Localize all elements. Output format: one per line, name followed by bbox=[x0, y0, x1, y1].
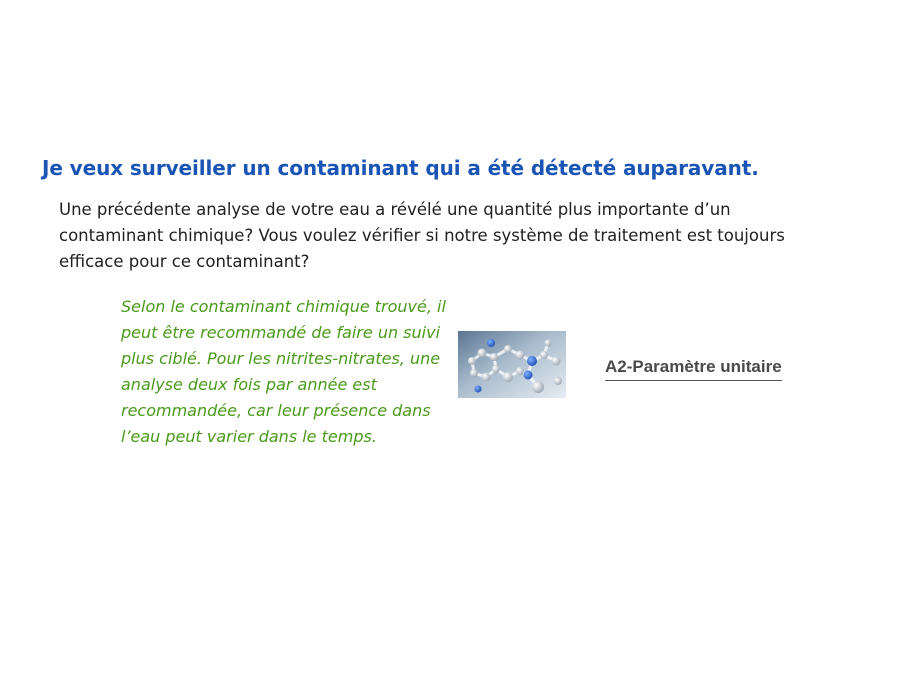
molecule-image bbox=[458, 331, 566, 398]
section-heading: Je veux surveiller un contaminant qui a été détecté auparavant. bbox=[42, 156, 759, 180]
recommendation-note: Selon le contaminant chimique trouvé, il peut être recommandé de faire un suivi plus ciblé. Pour les nitrites-nitrates, une analyse deux fois par année est recommandée, car leur présence dans l’eau peut varier dans le temps. bbox=[121, 297, 446, 446]
parametre-unitaire-link[interactable]: A2-Paramètre unitaire bbox=[605, 356, 782, 381]
intro-paragraph: Une précédente analyse de votre eau a révélé une quantité plus importante d’un contaminant chimique? Vous voulez vérifier si notre système de traitement est toujours efficace pour ce contaminant? bbox=[59, 200, 785, 271]
